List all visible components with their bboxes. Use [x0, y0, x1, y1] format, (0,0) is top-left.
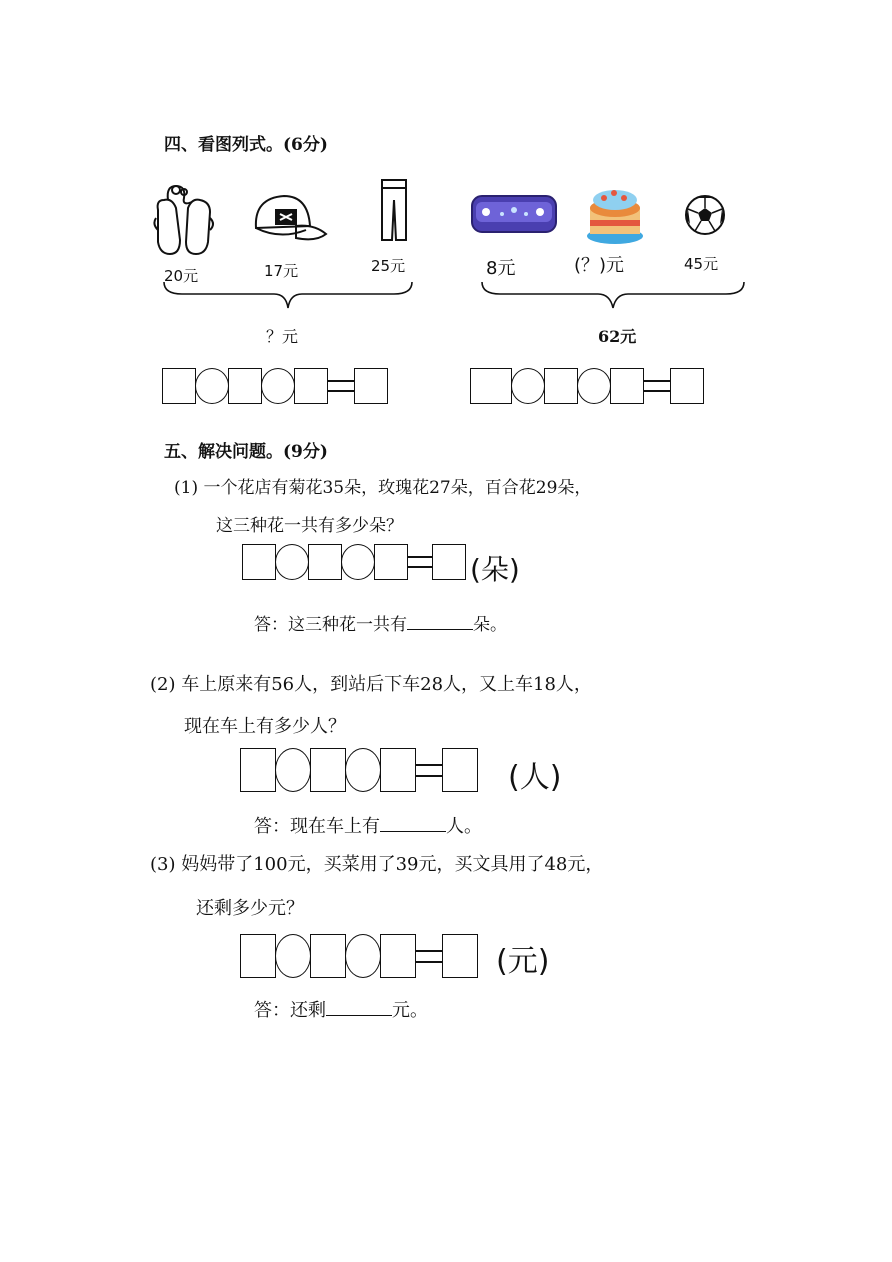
left-total: ？元: [266, 327, 299, 346]
problem-3-line-2: 还剩多少元？: [196, 898, 304, 919]
answer-box[interactable]: [162, 368, 196, 404]
problem-2-answer: 答：现在车上有 人。: [254, 816, 482, 837]
pants-icon: [378, 178, 410, 244]
equation-row-problem-1: [242, 544, 466, 580]
price-pants: 25元: [371, 257, 406, 275]
problem-1-line-1: (1) 一个花店有菊花35朵，玫瑰花27朵，百合花29朵，: [174, 478, 592, 498]
pencil-case-icon: [470, 192, 558, 236]
equals-sign: [416, 934, 442, 978]
problem-1-answer: 答：这三种花一共有 朵。: [254, 615, 507, 635]
equals-sign: [328, 368, 354, 404]
section-4-title: 四、看图列式。(6分): [164, 135, 328, 155]
result-box[interactable]: [354, 368, 388, 404]
right-brace: [480, 280, 746, 312]
right-total: 62元: [598, 327, 637, 346]
answer-box[interactable]: [610, 368, 644, 404]
price-soccer-ball: 45元: [684, 255, 719, 273]
answer-box[interactable]: [310, 748, 346, 792]
operator-circle[interactable]: [275, 544, 309, 580]
answer-box[interactable]: [374, 544, 408, 580]
price-cap: 17元: [264, 262, 299, 280]
answer-box[interactable]: [240, 934, 276, 978]
result-box[interactable]: [432, 544, 466, 580]
result-box[interactable]: [442, 934, 478, 978]
price-mittens: 20元: [164, 267, 199, 285]
soccer-ball-icon: [684, 194, 726, 236]
answer-box[interactable]: [228, 368, 262, 404]
operator-circle[interactable]: [511, 368, 545, 404]
equals-sign: [408, 544, 432, 580]
answer-blank[interactable]: [407, 615, 473, 630]
problem-2-line-1: (2) 车上原来有56人，到站后下车28人，又上车18人，: [150, 674, 592, 695]
cap-icon: [250, 190, 328, 248]
answer-box[interactable]: [544, 368, 578, 404]
equals-sign: [644, 368, 670, 404]
problem-3-line-1: (3) 妈妈带了100元，买菜用了39元，买文具用了48元，: [150, 854, 604, 875]
operator-circle[interactable]: [195, 368, 229, 404]
operator-circle[interactable]: [345, 934, 381, 978]
equation-row-problem-3: [240, 934, 478, 978]
problem-2-unit: (人): [508, 760, 562, 795]
answer-box[interactable]: [240, 748, 276, 792]
answer-box[interactable]: [470, 368, 512, 404]
problem-3-answer: 答：还剩 元。: [254, 1000, 428, 1021]
price-pencil-case: 8元: [486, 258, 516, 279]
problem-2-line-2: 现在车上有多少人？: [184, 716, 346, 737]
answer-box[interactable]: [380, 748, 416, 792]
problem-1-line-2: 这三种花一共有多少朵？: [216, 516, 403, 536]
operator-circle[interactable]: [275, 748, 311, 792]
answer-box[interactable]: [294, 368, 328, 404]
cake-icon: [584, 186, 646, 246]
problem-3-unit: (元): [496, 944, 550, 979]
equals-sign: [416, 748, 442, 792]
result-box[interactable]: [670, 368, 704, 404]
section-5-title: 五、解决问题。(9分): [164, 442, 328, 462]
answer-box[interactable]: [308, 544, 342, 580]
price-cake: (？)元: [574, 255, 625, 276]
problem-1-unit: (朵): [470, 553, 520, 586]
equation-row-problem-2: [240, 748, 478, 792]
operator-circle[interactable]: [275, 934, 311, 978]
result-box[interactable]: [442, 748, 478, 792]
answer-box[interactable]: [242, 544, 276, 580]
answer-box[interactable]: [380, 934, 416, 978]
equation-row-left: [162, 368, 388, 404]
operator-circle[interactable]: [577, 368, 611, 404]
answer-box[interactable]: [310, 934, 346, 978]
answer-blank[interactable]: [380, 817, 446, 832]
left-brace: [162, 280, 414, 312]
operator-circle[interactable]: [341, 544, 375, 580]
operator-circle[interactable]: [345, 748, 381, 792]
answer-blank[interactable]: [326, 1001, 392, 1016]
operator-circle[interactable]: [261, 368, 295, 404]
mittens-icon: [152, 180, 216, 260]
equation-row-right: [470, 368, 704, 404]
